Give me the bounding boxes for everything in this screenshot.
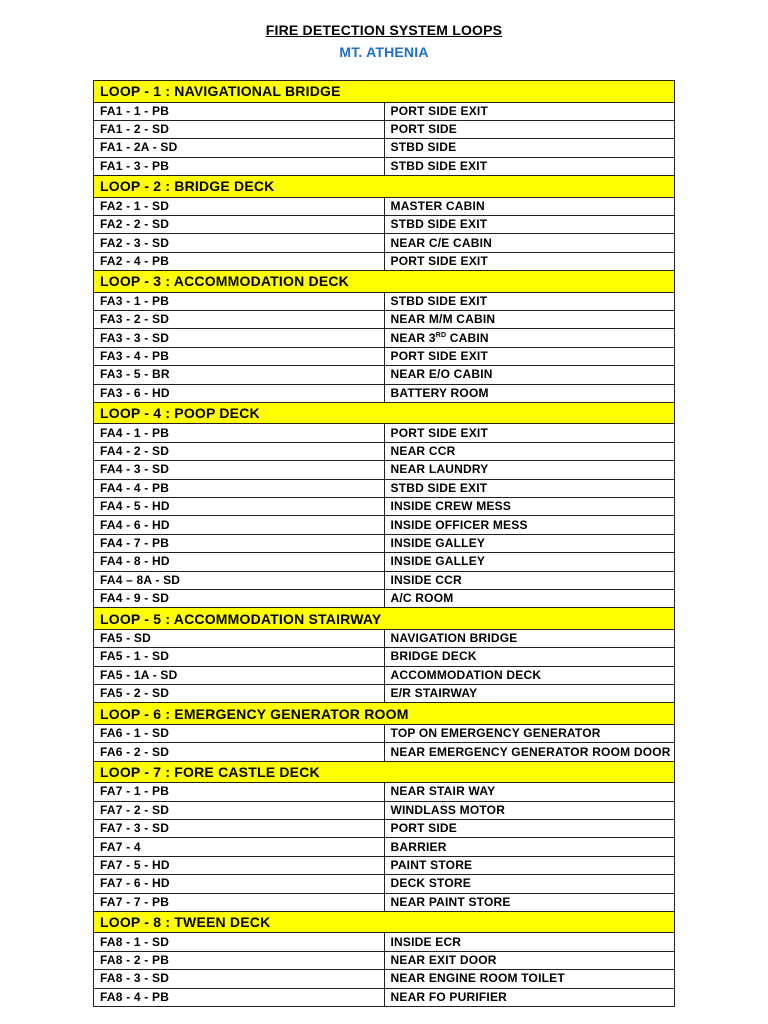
detector-code: FA5 - SD (94, 629, 385, 647)
location-text: INSIDE GALLEY (390, 536, 486, 550)
detector-location (384, 424, 675, 442)
detector-code: FA4 - 5 - HD (94, 498, 385, 516)
detector-code: FA8 - 1 - SD (94, 933, 385, 951)
table-row (94, 215, 675, 233)
location-text: NEAR FO PURIFIER (390, 989, 508, 1004)
table-row (94, 988, 675, 1006)
detector-location (384, 629, 675, 647)
loop-header: LOOP - 5 : ACCOMMODATION STAIRWAY (94, 608, 675, 630)
detector-location (384, 875, 675, 893)
location-text: NEAR EXIT DOOR (390, 953, 497, 968)
location-text: PORT SIDE EXIT (390, 253, 488, 268)
detector-code: FA7 - 2 - SD (94, 801, 385, 819)
location-text: INSIDE OFFICER MESS (390, 517, 528, 532)
detector-location (384, 933, 675, 951)
loop-header-row (94, 176, 675, 198)
location-text: A/C ROOM (390, 591, 454, 606)
detector-location (384, 252, 675, 270)
table-row (94, 120, 675, 138)
detector-code: FA2 - 4 - PB (94, 252, 385, 270)
detector-code: FA5 - 2 - SD (94, 685, 385, 703)
table-row (94, 648, 675, 666)
table-row (94, 666, 675, 684)
detector-location (384, 479, 675, 497)
location-text: STBD SIDE (390, 140, 457, 155)
detector-code: FA2 - 1 - SD (94, 197, 385, 215)
table-row (94, 461, 675, 479)
detector-code: FA3 - 1 - PB (94, 292, 385, 310)
detector-location (384, 553, 675, 571)
loop-header: LOOP - 7 : FORE CASTLE DECK (94, 761, 675, 783)
detector-code: FA8 - 3 - SD (94, 970, 385, 988)
detector-code: FA1 - 1 - PB (94, 102, 385, 120)
detector-code: FA7 - 1 - PB (94, 783, 385, 801)
detector-code: FA6 - 1 - SD (94, 724, 385, 742)
detector-code: FA8 - 4 - PB (94, 988, 385, 1006)
detector-location (384, 197, 675, 215)
table-row (94, 311, 675, 329)
loop-header-row (94, 911, 675, 933)
location-text-suffix: CABIN (446, 330, 489, 345)
detector-location (384, 970, 675, 988)
table-row (94, 553, 675, 571)
location-text: NEAR CCR (390, 444, 456, 459)
loop-header: LOOP - 4 : POOP DECK (94, 402, 675, 424)
location-text: NEAR E/O CABIN (390, 367, 493, 382)
location-text: PORT SIDE EXIT (390, 425, 488, 440)
detector-location (384, 102, 675, 120)
table-row (94, 424, 675, 442)
location-text: INSIDE CREW MESS (390, 499, 512, 514)
table-row (94, 933, 675, 951)
location-text: BARRIER (390, 839, 447, 854)
loop-header: LOOP - 3 : ACCOMMODATION DECK (94, 271, 675, 293)
location-text: NEAR PAINT STORE (390, 894, 511, 909)
table-row (94, 252, 675, 270)
loop-header-row (94, 81, 675, 103)
detector-location (384, 838, 675, 856)
loop-header-row (94, 608, 675, 630)
detector-code: FA7 - 7 - PB (94, 893, 385, 911)
detector-location (384, 724, 675, 742)
detector-code: FA4 - 7 - PB (94, 534, 385, 552)
table-row (94, 629, 675, 647)
table-row (94, 292, 675, 310)
location-text: DECK STORE (390, 876, 471, 891)
location-text: INSIDE GALLEY (390, 554, 486, 569)
loop-header: LOOP - 2 : BRIDGE DECK (94, 176, 675, 198)
loop-header-row (94, 761, 675, 783)
table-row (94, 329, 675, 347)
detector-location (384, 648, 675, 666)
detector-code: FA3 - 2 - SD (94, 311, 385, 329)
table-row (94, 157, 675, 175)
location-text: PORT SIDE (390, 122, 457, 137)
location-text: PAINT STORE (390, 857, 473, 872)
detector-location (384, 234, 675, 252)
table-row (94, 838, 675, 856)
table-row (94, 516, 675, 534)
detector-code: FA3 - 5 - BR (94, 366, 385, 384)
detector-location (384, 329, 675, 347)
detector-code: FA4 - 6 - HD (94, 516, 385, 534)
table-row (94, 685, 675, 703)
detector-code: FA4 - 8 - HD (94, 553, 385, 571)
location-text: BATTERY ROOM (390, 385, 489, 400)
table-row (94, 197, 675, 215)
detector-location (384, 534, 675, 552)
detector-code: FA2 - 2 - SD (94, 215, 385, 233)
detector-code: FA7 - 5 - HD (94, 856, 385, 874)
location-text: BRIDGE DECK (390, 649, 477, 664)
table-row (94, 347, 675, 365)
table-row (94, 234, 675, 252)
detector-code: FA1 - 2 - SD (94, 120, 385, 138)
detector-code: FA5 - 1A - SD (94, 666, 385, 684)
detector-code: FA3 - 4 - PB (94, 347, 385, 365)
table-row (94, 102, 675, 120)
detector-location (384, 292, 675, 310)
detector-location (384, 384, 675, 402)
detector-location (384, 801, 675, 819)
location-text: ACCOMMODATION DECK (390, 667, 542, 682)
location-text: STBD SIDE EXIT (390, 217, 488, 232)
table-row (94, 970, 675, 988)
table-row (94, 875, 675, 893)
table-row (94, 479, 675, 497)
detector-location (384, 783, 675, 801)
table-row (94, 724, 675, 742)
detector-location (384, 666, 675, 684)
table-row (94, 951, 675, 969)
location-text: NEAR 3 (390, 330, 436, 345)
detector-code: FA4 - 4 - PB (94, 479, 385, 497)
detector-location (384, 856, 675, 874)
detector-code: FA5 - 1 - SD (94, 648, 385, 666)
location-text: WINDLASS MOTOR (390, 802, 506, 817)
table-row (94, 139, 675, 157)
detector-location (384, 139, 675, 157)
detector-code: FA7 - 3 - SD (94, 820, 385, 838)
detector-code: FA4 – 8A - SD (94, 571, 385, 589)
location-text: E/R STAIRWAY (390, 686, 478, 701)
detector-location (384, 951, 675, 969)
location-text: NEAR ENGINE ROOM TOILET (390, 971, 565, 986)
table-row (94, 783, 675, 801)
location-text: NAVIGATION BRIDGE (390, 631, 518, 646)
fire-loops-table (93, 80, 675, 1007)
table-row (94, 498, 675, 516)
detector-location (384, 311, 675, 329)
detector-location (384, 571, 675, 589)
ordinal-superscript: RD (435, 331, 447, 339)
detector-location (384, 461, 675, 479)
detector-code: FA4 - 2 - SD (94, 442, 385, 460)
detector-code: FA4 - 9 - SD (94, 589, 385, 607)
detector-location (384, 988, 675, 1006)
detector-location (384, 743, 675, 761)
detector-code: FA8 - 2 - PB (94, 951, 385, 969)
location-text: PORT SIDE EXIT (390, 348, 488, 363)
loop-header: LOOP - 8 : TWEEN DECK (94, 911, 675, 933)
table-row (94, 743, 675, 761)
location-text: NEAR M/M CABIN (390, 312, 496, 327)
detector-location (384, 820, 675, 838)
detector-code: FA4 - 1 - PB (94, 424, 385, 442)
location-text: NEAR C/E CABIN (390, 235, 492, 250)
detector-code: FA3 - 3 - SD (94, 329, 385, 347)
table-row (94, 534, 675, 552)
detector-code: FA4 - 3 - SD (94, 461, 385, 479)
detector-location (384, 516, 675, 534)
location-text: INSIDE CCR (390, 572, 462, 587)
detector-location (384, 893, 675, 911)
detector-location (384, 498, 675, 516)
location-text: INSIDE ECR (390, 934, 462, 949)
detector-location (384, 347, 675, 365)
detector-location (384, 685, 675, 703)
loop-header: LOOP - 1 : NAVIGATIONAL BRIDGE (94, 81, 675, 103)
table-row (94, 801, 675, 819)
loop-header-row (94, 402, 675, 424)
detector-code: FA7 - 6 - HD (94, 875, 385, 893)
ship-name: MT. ATHENIA (339, 44, 429, 60)
table-row (94, 366, 675, 384)
table-row (94, 442, 675, 460)
location-text: STBD SIDE EXIT (390, 480, 488, 495)
detector-location (384, 157, 675, 175)
detector-location (384, 589, 675, 607)
detector-code: FA3 - 6 - HD (94, 384, 385, 402)
document-title: FIRE DETECTION SYSTEM LOOPS (265, 22, 503, 38)
detector-code: FA6 - 2 - SD (94, 743, 385, 761)
location-text: TOP ON EMERGENCY GENERATOR (390, 726, 601, 741)
table-row (94, 589, 675, 607)
location-text: STBD SIDE EXIT (390, 158, 488, 173)
detector-code: FA1 - 3 - PB (94, 157, 385, 175)
detector-location (384, 215, 675, 233)
location-text: NEAR EMERGENCY GENERATOR ROOM DOOR (390, 744, 671, 759)
table-row (94, 856, 675, 874)
location-text: STBD SIDE EXIT (390, 293, 488, 308)
location-text: PORT SIDE EXIT (390, 103, 488, 118)
loop-header: LOOP - 6 : EMERGENCY GENERATOR ROOM (94, 703, 675, 725)
location-text: NEAR STAIR WAY (390, 784, 496, 799)
detector-code: FA2 - 3 - SD (94, 234, 385, 252)
loop-header-row (94, 271, 675, 293)
table-row (94, 820, 675, 838)
table-row (94, 571, 675, 589)
table-row (94, 893, 675, 911)
table-row (94, 384, 675, 402)
detector-location (384, 442, 675, 460)
location-text: PORT SIDE (390, 821, 457, 836)
detector-location (384, 366, 675, 384)
location-text: NEAR LAUNDRY (390, 462, 489, 477)
detector-code: FA7 - 4 (94, 838, 385, 856)
detector-location (384, 120, 675, 138)
loop-header-row (94, 703, 675, 725)
detector-code: FA1 - 2A - SD (94, 139, 385, 157)
location-text: MASTER CABIN (390, 198, 485, 213)
